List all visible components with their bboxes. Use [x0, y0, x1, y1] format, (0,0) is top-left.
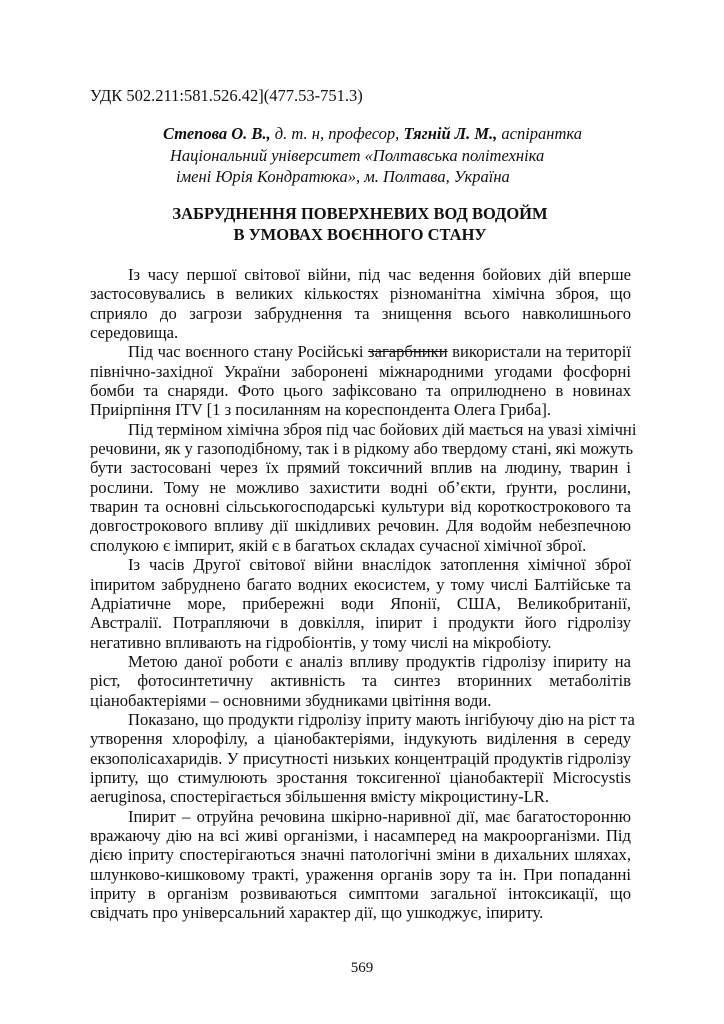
- text-line: дією іприту спостерігаються значні патологічні зміни в дихальних шляхах,: [90, 845, 631, 865]
- paragraph: [90, 652, 631, 710]
- paragraph: [90, 419, 637, 555]
- text-line: ірпиту, що стимулюють зростання токсигенної ціанобактерії Microcystis: [90, 767, 631, 787]
- text-line: північно-західної України заборонені міжнародними угодами фосфорні: [90, 361, 631, 381]
- text-line: [90, 342, 631, 361]
- text-segment: Під час воєнного стану Російські: [128, 342, 369, 362]
- text-line: бомби та снаряди. Фото цього зафіксовано та оприлюднено в новинах: [90, 381, 631, 401]
- text-line: ціанобактеріями – основними збудниками цвітіння води.: [90, 690, 492, 710]
- paragraph: [90, 709, 635, 807]
- text-line: шлунково-кишковому тракті, ураження органів зору та ін. При попаданні: [90, 864, 631, 884]
- text-line: екзополісахаридів. У присутності низьких концентрацій продуктів гідролізу: [90, 748, 631, 768]
- text-line: Приірпіння ITV [1 з посиланням на кореспондента Олега Гриба].: [90, 400, 552, 420]
- page-number: 569: [350, 960, 374, 976]
- title-line-2: В УМОВАХ ВОЄННОГО СТАНУ: [233, 225, 487, 244]
- author-2-title: аспірантка: [497, 124, 582, 143]
- text-line: застосовувались в великих кількостях різноманітна хімічна зброя, що: [90, 284, 631, 304]
- text-line: іприту в організм розвиваються симптоми загальної інтоксикації, що: [90, 884, 631, 903]
- text-line: тварин та основні сільськогосподарські культури від короткострокового та: [90, 497, 631, 517]
- authors-line: [163, 124, 582, 144]
- text-line: Показано, що продукти гідролізу іприту мають інгібуючу дію на ріст та: [128, 709, 635, 729]
- text-line: речовини, як у газоподібному, так і в рідкому або твердому стані, які можуть: [90, 439, 634, 459]
- article-title: [90, 203, 630, 245]
- text-line: Під терміном хімічна зброя під час бойових дій мається на увазі хімічні: [128, 419, 637, 439]
- struck-word: загарбники: [368, 342, 448, 362]
- text-line: утворення хлорофілу, а ціанобактеріями, індукують виділення в середу: [90, 729, 631, 749]
- author-1-name: Степова О. В.,: [163, 124, 271, 143]
- text-line: сполукою є імпирит, якій є в багатьох складах сучасної хімічної зброї.: [90, 535, 587, 555]
- affiliation-line-1: Національний університет «Полтавська політехніка: [170, 146, 545, 165]
- text-line: свідчать про універсальний характер дії, що ушкоджує, іпириту.: [90, 903, 544, 923]
- text-line: довгострокового впливу дії шкідливих речовин. Для водойм небезпечною: [90, 516, 631, 536]
- text-line: ріст, фотосинтетичну активність та синтез вторинних метаболітів: [90, 671, 631, 691]
- text-line: Австралії. Потрапляючи в довкілля, іпирит і продукти його гідролізу: [90, 613, 631, 633]
- text-line: бути застосовані через їх прямий токсичний вплив на людину, тварин і: [90, 458, 631, 478]
- author-2-name: Тягній Л. М.,: [403, 124, 498, 143]
- text-line: aeruginosa, спостерігається збільшення вмісту мікроцистину-LR.: [90, 787, 550, 807]
- text-line: вражаючу дію на всі живі організми, і насамперед на макроорганізми. Під: [90, 825, 631, 845]
- text-segment: використали на території: [447, 342, 631, 362]
- paragraph: [90, 342, 631, 419]
- text-line: рослини. Тому не можливо захистити водні об’єкти, ґрунти, рослини,: [90, 477, 631, 497]
- text-line: середовища.: [90, 323, 179, 343]
- text-line: Адріатичне море, прибережні води Японії, США, Великобританії,: [90, 593, 631, 613]
- text-line: Іпирит – отруйна речовина шкірно-наривної дії, має багатосторонню: [128, 806, 631, 826]
- paragraph: [90, 807, 631, 923]
- udk-code: УДК 502.211:581.526.42](477.53-751.3): [90, 86, 363, 105]
- paragraph: [90, 555, 631, 652]
- title-line-1: ЗАБРУДНЕННЯ ПОВЕРХНЕВИХ ВОД ВОДОЙМ: [172, 204, 548, 223]
- article-body: [90, 265, 637, 923]
- text-line: Метою даної роботи є аналіз впливу продуктів гідролізу іпириту на: [128, 651, 631, 671]
- text-line: негативно впливають на гідробіонтів, у тому числі на мікробіоту.: [90, 632, 552, 652]
- text-line: Із часу першої світової війни, під час ведення бойових дій вперше: [128, 265, 631, 284]
- text-line: сприяло до загрози забруднення та знищення всього навколишнього: [90, 303, 631, 323]
- text-line: іпиритом забруднено багато водних екосистем, у тому числі Балтійське та: [90, 574, 631, 594]
- author-1-title: д. т. н, професор,: [270, 124, 404, 143]
- paragraph: [90, 265, 631, 342]
- affiliation-line-2: імені Юрія Кондратюка», м. Полтава, Україна: [176, 167, 510, 186]
- text-line: Із часів Другої світової війни внаслідок затоплення хімічної зброї: [128, 555, 631, 575]
